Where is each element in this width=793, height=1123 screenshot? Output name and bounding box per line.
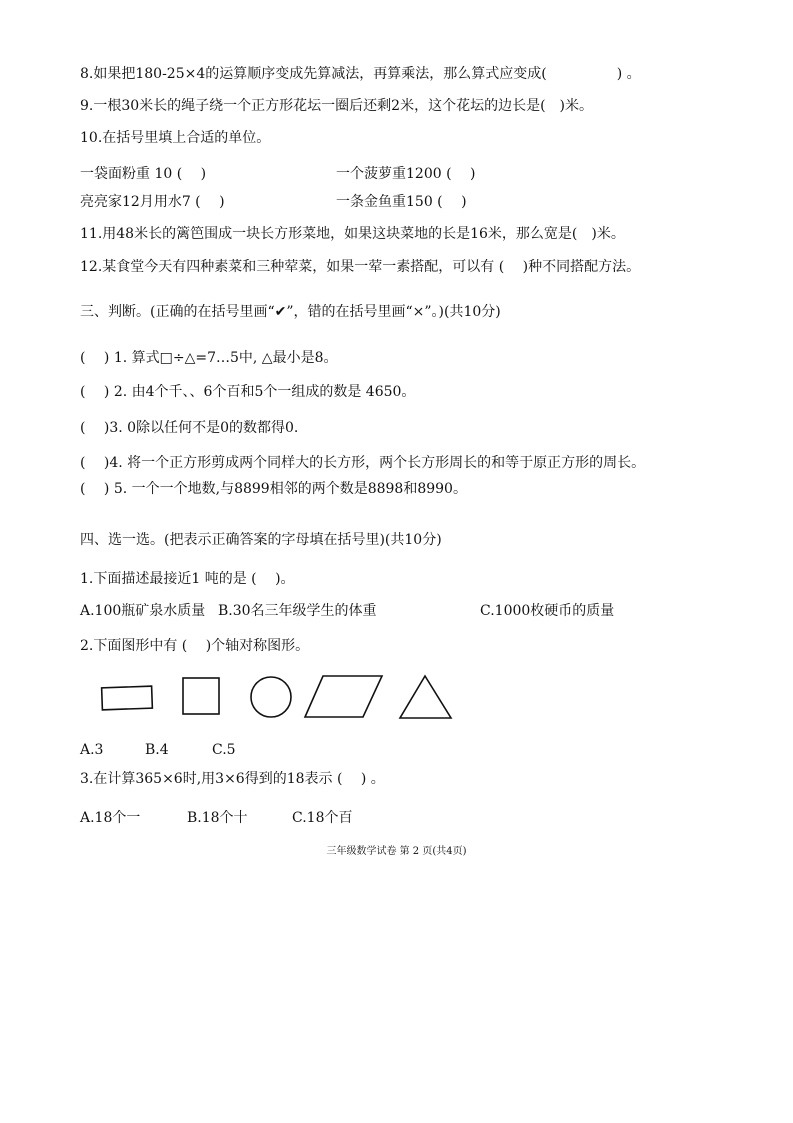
question-10-item-d: 一条金鱼重150 ( ) xyxy=(336,194,467,210)
choice-question-1: 1.下面描述最接近1 吨的是 ( )。 xyxy=(80,571,295,587)
choice-2-option-c: C.5 xyxy=(212,742,236,758)
question-10-item-a: 一袋面粉重 10 ( ) xyxy=(80,166,207,182)
choice-3-option-a: A.18个一 xyxy=(80,810,141,826)
rectangle-shape xyxy=(102,686,153,710)
page-footer: 三年级数学试卷 第 2 页(共4页) xyxy=(326,846,467,857)
question-12: 12.某食堂今天有四种素菜和三种荤菜，如果一荤一素搭配，可以有 ( )种不同搭配方法。 xyxy=(80,259,641,275)
judge-item-1: ( ) 1. 算式□÷△=7…5中, △最小是8。 xyxy=(80,350,338,366)
square-shape xyxy=(183,678,219,714)
choice-1-option-a: A.100瓶矿泉水质量 xyxy=(80,603,206,619)
choice-3-option-c: C.18个百 xyxy=(292,810,353,826)
question-9: 9.一根30米长的绳子绕一个正方形花坛一圈后还剩2米，这个花坛的边长是( )米。 xyxy=(80,98,594,114)
question-10: 10.在括号里填上合适的单位。 xyxy=(80,130,271,146)
circle-shape xyxy=(251,677,291,717)
choice-3-option-b: B.18个十 xyxy=(187,810,248,826)
section-4-title: 四、选一选。(把表示正确答案的字母填在括号里)(共10分) xyxy=(80,532,442,548)
shapes-figure xyxy=(95,670,465,730)
triangle-shape xyxy=(400,676,451,718)
choice-1-option-c: C.1000枚硬币的质量 xyxy=(480,603,615,619)
judge-item-4: ( )4. 将一个正方形剪成两个同样大的长方形，两个长方形周长的和等于原正方形的周长。 xyxy=(80,455,646,471)
judge-item-5: ( ) 5. 一个一个地数,与8899相邻的两个数是8898和8990。 xyxy=(80,481,467,497)
choice-1-option-b: B.30名三年级学生的体重 xyxy=(218,603,377,619)
choice-2-option-a: A.3 xyxy=(80,742,104,758)
question-10-item-b: 一个菠萝重1200 ( ) xyxy=(336,166,476,182)
question-10-item-c: 亮亮家12月用水7 ( ) xyxy=(80,194,225,210)
section-3-title: 三、判断。(正确的在括号里画“✔”，错的在括号里画“×”。)(共10分) xyxy=(80,304,501,320)
question-8: 8.如果把180-25×4的运算顺序变成先算减法，再算乘法，那么算式应变成( ) 。 xyxy=(80,66,641,82)
choice-question-2: 2.下面图形中有 ( )个轴对称图形。 xyxy=(80,638,310,654)
choice-question-3: 3.在计算365×6时,用3×6得到的18表示 ( ) 。 xyxy=(80,771,385,787)
question-11: 11.用48米长的篱笆围成一块长方形菜地，如果这块菜地的长是16米，那么宽是( )米。 xyxy=(80,226,625,242)
judge-item-3: ( )3. 0除以任何不是0的数都得0. xyxy=(80,420,299,436)
choice-2-option-b: B.4 xyxy=(145,742,169,758)
parallelogram-shape xyxy=(305,676,382,717)
judge-item-2: ( ) 2. 由4个千、、6个百和5个一组成的数是 4650。 xyxy=(80,384,416,400)
